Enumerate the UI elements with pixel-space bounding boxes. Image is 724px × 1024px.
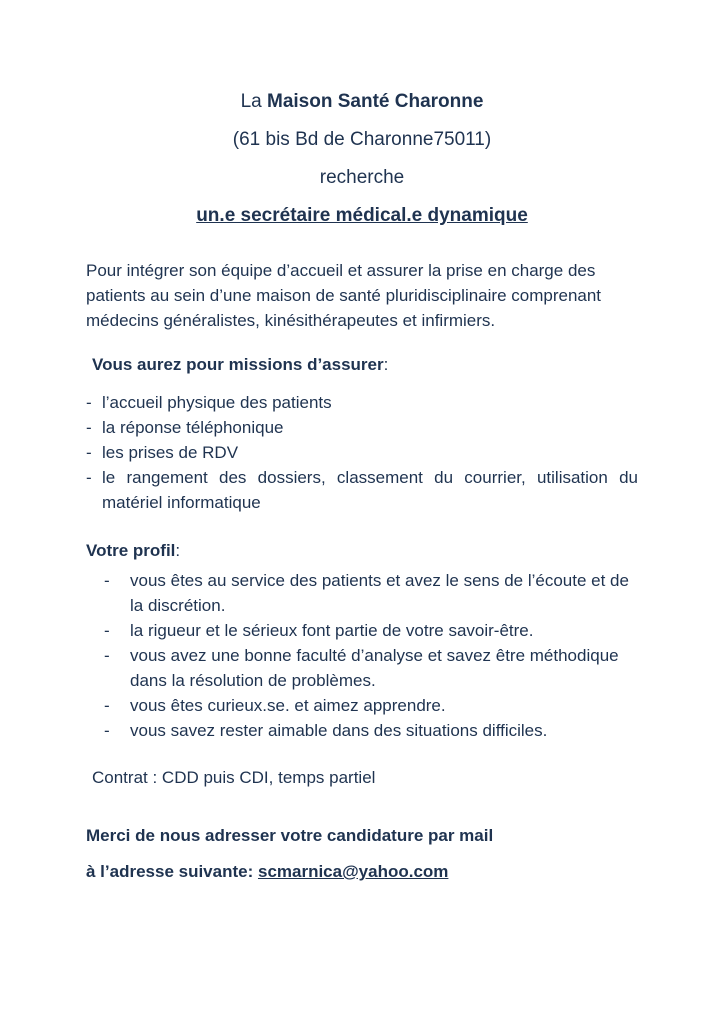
profil-item-text: vous êtes au service des patients et avez le sens de l’écoute et de la discrétion. <box>130 571 629 615</box>
contact-line-2 <box>86 854 493 890</box>
missions-heading <box>92 355 388 375</box>
missions-heading-colon: : <box>383 355 389 374</box>
profil-item-text: la rigueur et le sérieux font partie de votre savoir-être. <box>130 621 534 640</box>
contact-prefix: à l’adresse suivante: <box>86 862 258 881</box>
header-prefix: La <box>240 91 267 112</box>
mission-item-text: le rangement des dossiers, classement du courrier, utilisation du matériel informatique <box>102 468 638 512</box>
clinic-address: (61 bis Bd de Charonne75011) <box>232 129 492 150</box>
contract-info: Contrat : CDD puis CDI, temps partiel <box>92 768 376 787</box>
intro-text: Pour intégrer son équipe d’accueil et assurer la prise en charge des patients au sein d’une maison de santé pluridisciplinaire comprenant médecins généralistes, kinésithérapeutes et infirmiers. <box>86 261 602 330</box>
contact-line-1: Merci de nous adresser votre candidature par mail <box>86 826 494 845</box>
header-line-1 <box>0 88 724 126</box>
clinic-name: Maison Santé Charonne <box>267 91 484 112</box>
list-item: - la rigueur et le sérieux font partie de votre savoir-être. <box>104 621 534 640</box>
list-item: - les prises de RDV <box>86 443 239 462</box>
job-title: un.e secrétaire médical.e dynamique <box>196 205 528 226</box>
list-item: - vous êtes au service des patients et avez le sens de l’écoute et de la discrétion. <box>104 571 629 615</box>
profil-heading-text: Votre profil <box>86 541 176 560</box>
email-link[interactable]: scmarnica@yahoo.com <box>257 862 449 881</box>
mission-item-text: l’accueil physique des patients <box>102 393 332 412</box>
list-item: - vous avez une bonne faculté d’analyse et savez être méthodique dans la résolution de problèmes. <box>104 646 619 690</box>
missions-list <box>86 390 638 515</box>
profil-item-text: vous avez une bonne faculté d’analyse et savez être méthodique dans la résolution de problèmes. <box>130 646 619 690</box>
profil-heading-colon: : <box>175 541 181 560</box>
missions-heading-text: Vous aurez pour missions d’assurer <box>92 355 384 374</box>
profil-item-text: vous savez rester aimable dans des situations difficiles. <box>130 721 548 740</box>
profil-heading <box>86 541 180 561</box>
list-item: - la réponse téléphonique <box>86 418 284 437</box>
header-recherche: recherche <box>319 167 405 188</box>
mission-item-text: la réponse téléphonique <box>102 418 284 437</box>
list-item: - vous êtes curieux.se. et aimez apprendre. <box>104 696 446 715</box>
list-item: - l’accueil physique des patients <box>86 393 332 412</box>
list-item: - vous savez rester aimable dans des situations difficiles. <box>104 721 548 740</box>
mission-item-text: les prises de RDV <box>102 443 239 462</box>
profil-item-text: vous êtes curieux.se. et aimez apprendre. <box>130 696 446 715</box>
profil-list <box>104 568 640 743</box>
posting-header <box>0 88 724 240</box>
contact-block <box>86 818 493 890</box>
list-item: - le rangement des dossiers, classement du courrier, utilisation du matériel informatique <box>86 468 638 512</box>
intro-paragraph <box>86 258 638 333</box>
